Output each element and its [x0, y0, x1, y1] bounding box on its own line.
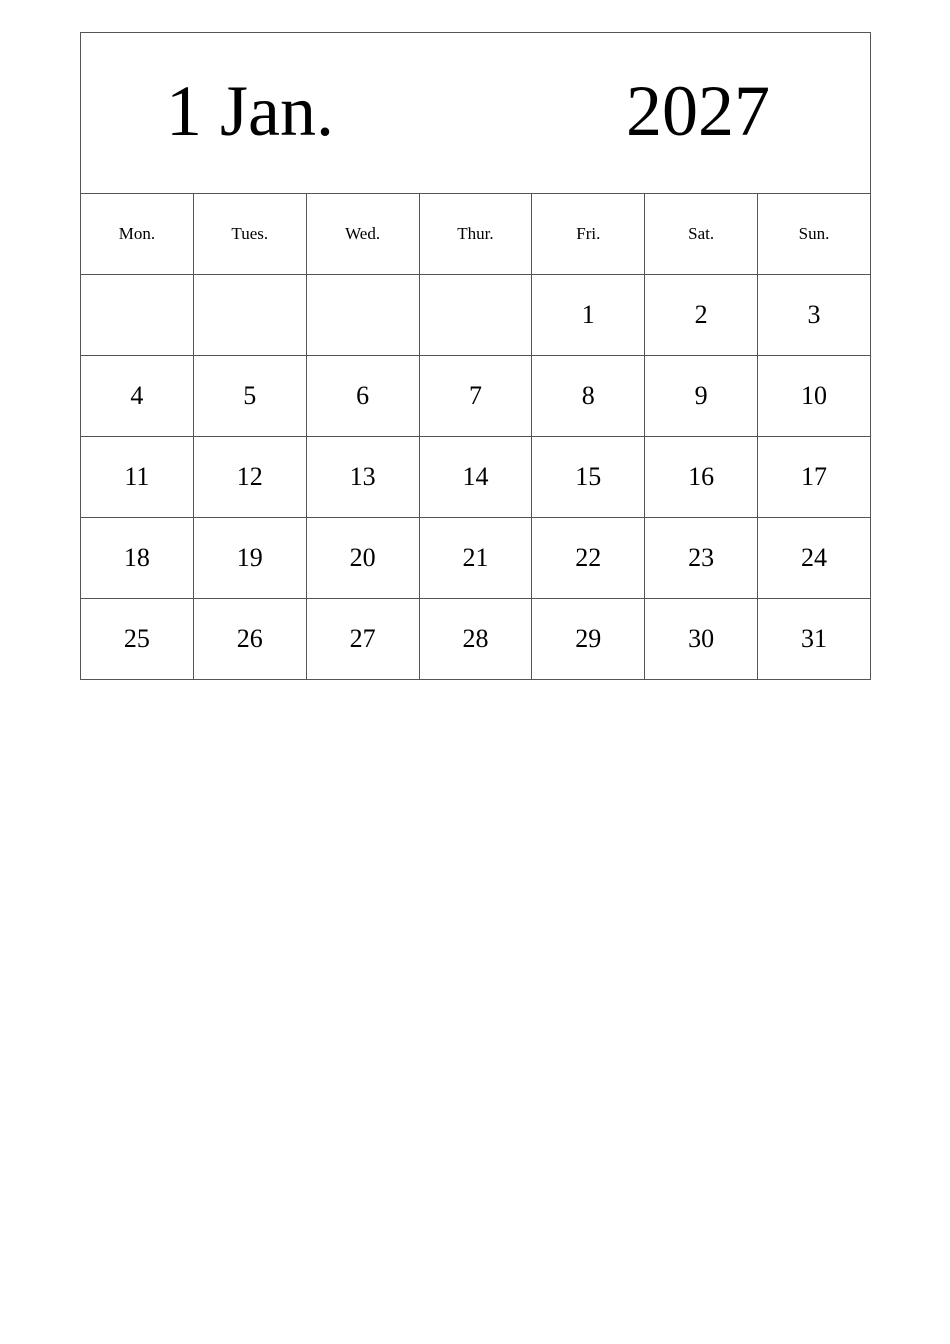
weekday-sat: Sat.: [645, 194, 758, 275]
day-cell: 13: [306, 437, 419, 518]
weekday-tue: Tues.: [193, 194, 306, 275]
day-cell: 31: [758, 599, 871, 680]
day-cell: 9: [645, 356, 758, 437]
day-cell: 26: [193, 599, 306, 680]
day-cell: 10: [758, 356, 871, 437]
day-cell: 18: [81, 518, 194, 599]
day-cell: 23: [645, 518, 758, 599]
day-cell: 5: [193, 356, 306, 437]
weekday-sun: Sun.: [758, 194, 871, 275]
day-cell: 15: [532, 437, 645, 518]
day-cell: 7: [419, 356, 532, 437]
weekday-fri: Fri.: [532, 194, 645, 275]
month-title: 1 Jan.: [166, 71, 334, 151]
day-cell: [419, 275, 532, 356]
day-cell: 14: [419, 437, 532, 518]
day-cell: 11: [81, 437, 194, 518]
calendar-header-row: [81, 33, 871, 194]
day-cell: [306, 275, 419, 356]
week-row-5: [81, 599, 871, 680]
week-row-3: [81, 437, 871, 518]
day-cell: 20: [306, 518, 419, 599]
day-cell: 22: [532, 518, 645, 599]
day-cell: 21: [419, 518, 532, 599]
weekday-thu: Thur.: [419, 194, 532, 275]
calendar-grid: [80, 32, 871, 680]
year-title: 2027: [626, 71, 770, 151]
calendar-header: [81, 33, 871, 194]
weekday-wed: Wed.: [306, 194, 419, 275]
day-cell: [81, 275, 194, 356]
day-cell: 16: [645, 437, 758, 518]
weekday-mon: Mon.: [81, 194, 194, 275]
day-cell: 1: [532, 275, 645, 356]
day-cell: 3: [758, 275, 871, 356]
day-cell: 4: [81, 356, 194, 437]
day-cell: 19: [193, 518, 306, 599]
day-cell: 24: [758, 518, 871, 599]
day-cell: 8: [532, 356, 645, 437]
day-cell: 2: [645, 275, 758, 356]
day-cell: 25: [81, 599, 194, 680]
day-cell: 12: [193, 437, 306, 518]
day-cell: 27: [306, 599, 419, 680]
day-cell: 28: [419, 599, 532, 680]
week-row-4: [81, 518, 871, 599]
day-cell: 30: [645, 599, 758, 680]
day-cell: 6: [306, 356, 419, 437]
week-row-1: [81, 275, 871, 356]
weekday-header-row: [81, 194, 871, 275]
day-cell: 29: [532, 599, 645, 680]
day-cell: 17: [758, 437, 871, 518]
week-row-2: [81, 356, 871, 437]
day-cell: [193, 275, 306, 356]
